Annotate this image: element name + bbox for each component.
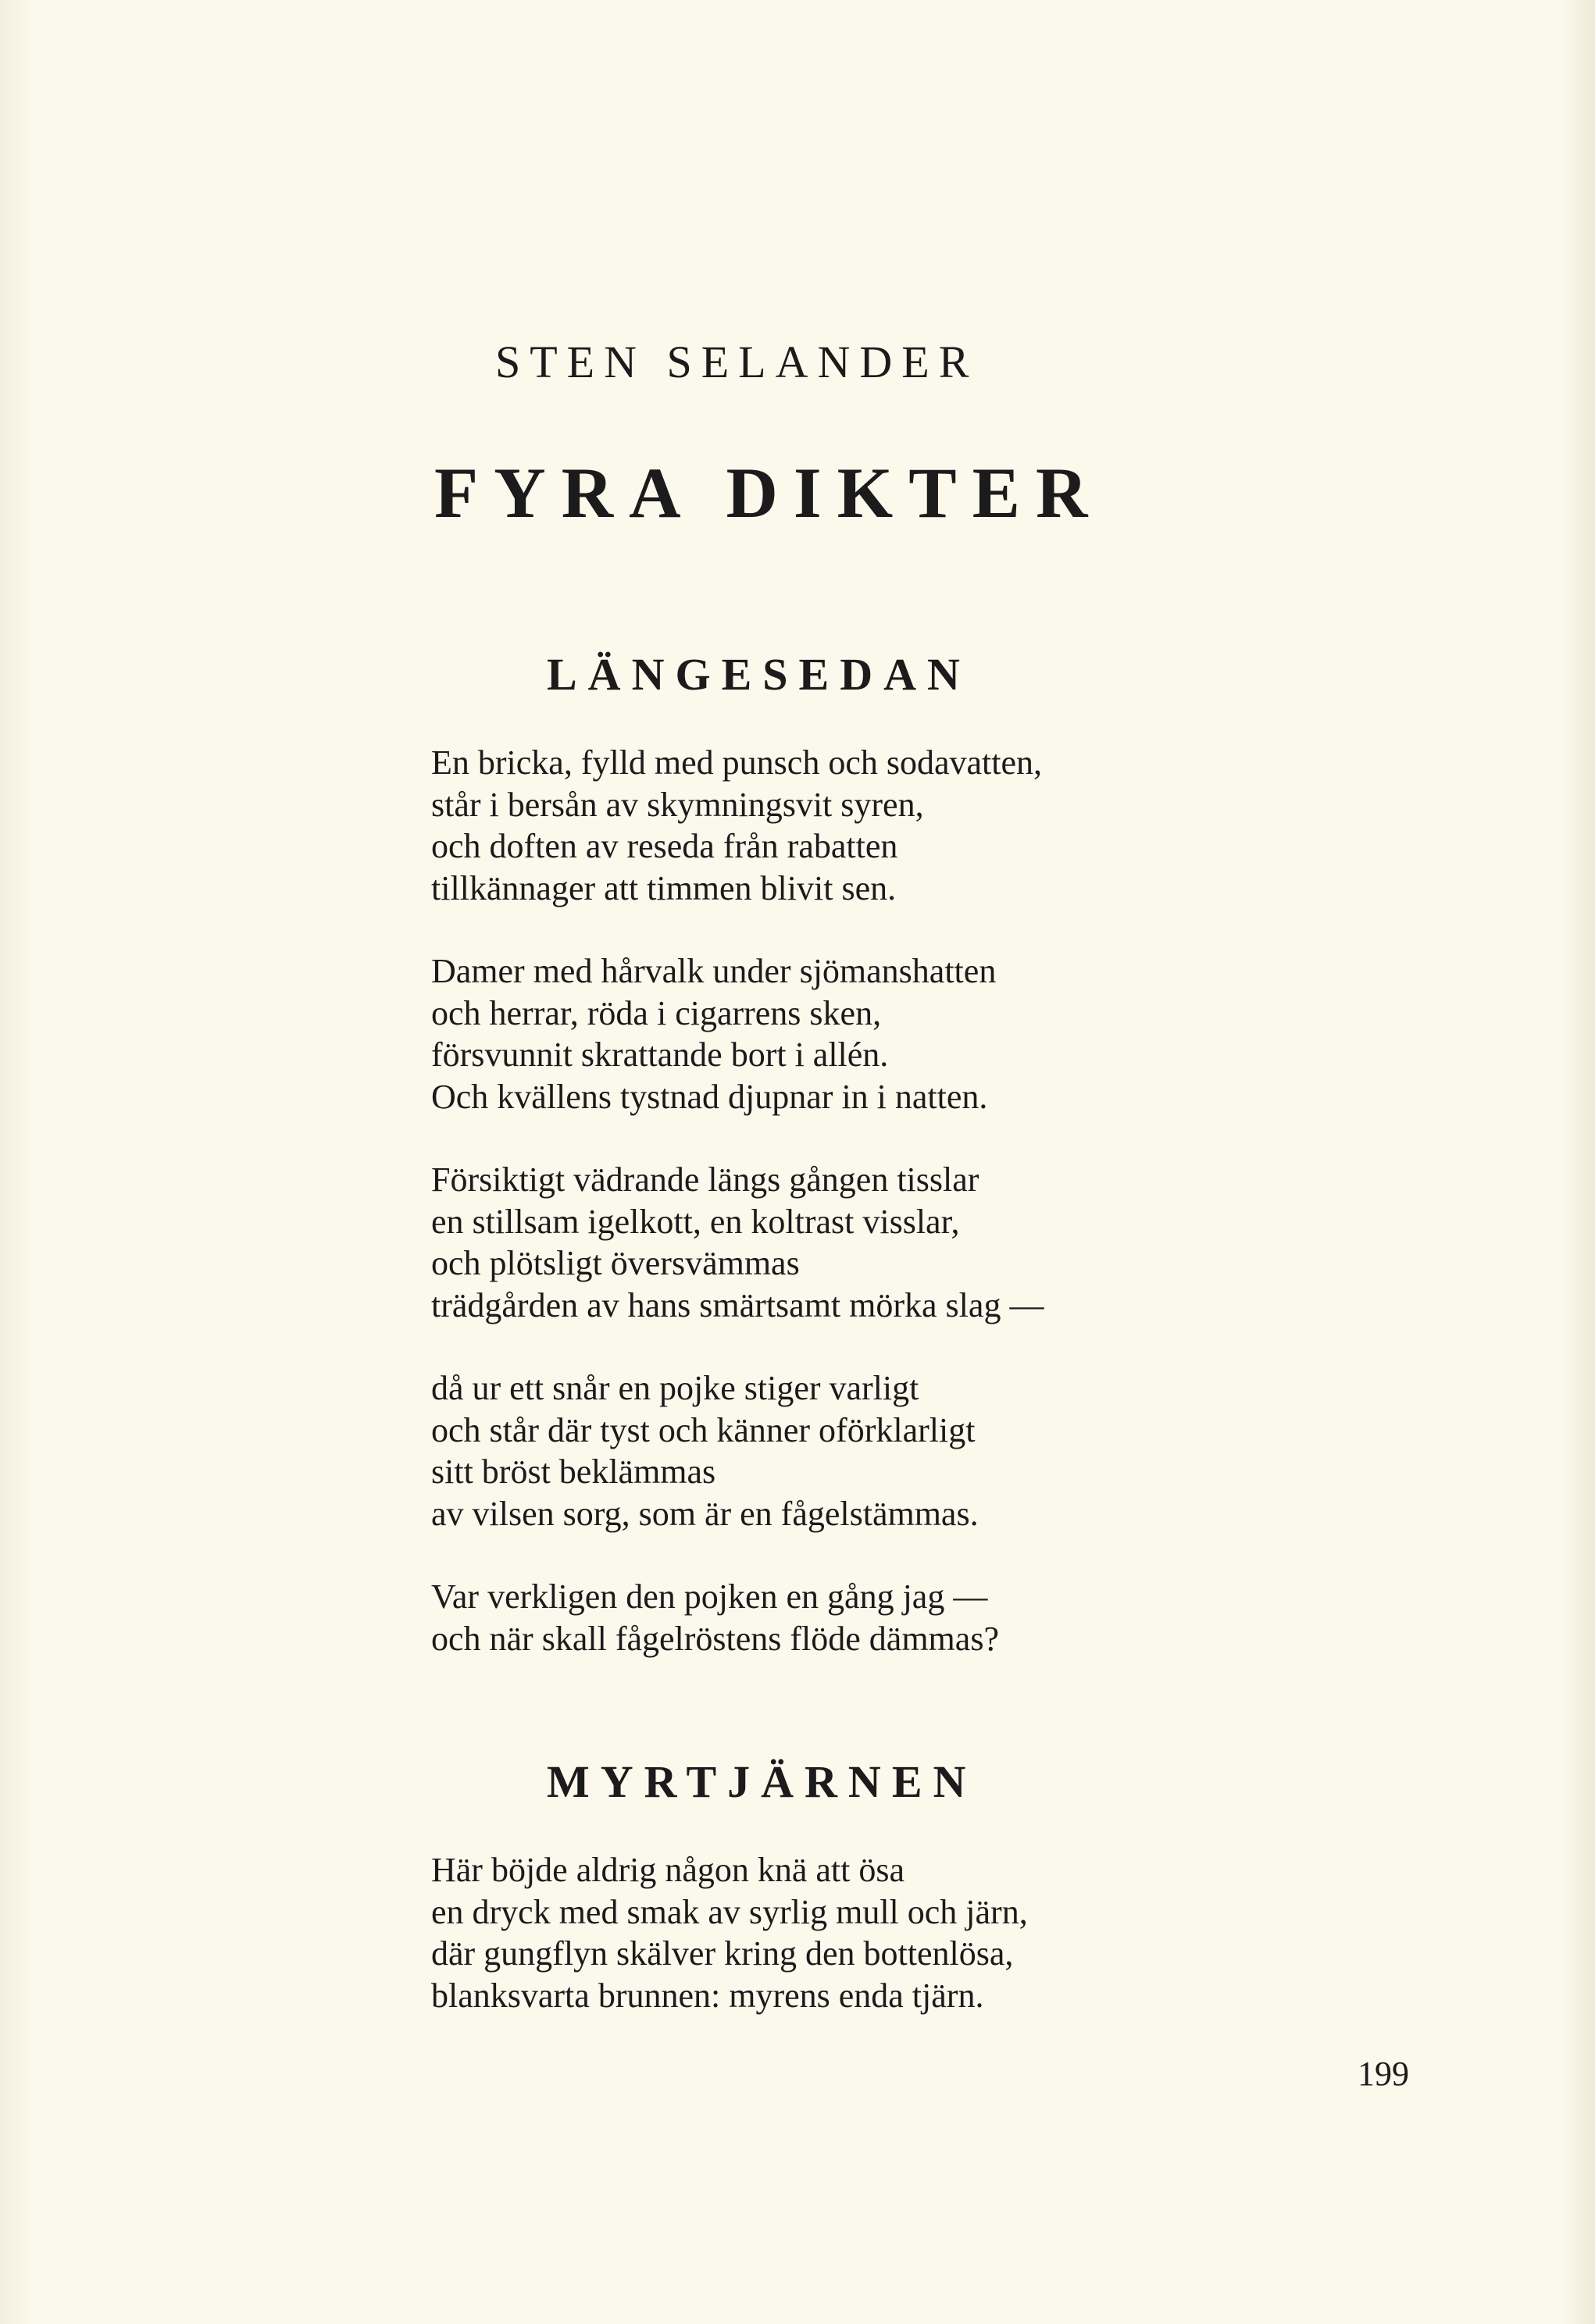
poem-line: och står där tyst och känner oförklarligt [431,1410,976,1449]
stanza [431,1159,1044,1326]
poem-line: och doften av reseda från rabatten [431,827,898,865]
poem-line: tillkännager att timmen blivit sen. [431,868,897,907]
poem-line: En bricka, fylld med punsch och sodavatten, [431,743,1043,782]
poem-body-myrtjarnen [431,1849,1028,2058]
poem-line: Var verkligen den pojken en gång jag — [431,1577,988,1616]
stanza [431,1367,1044,1534]
poem-line: Och kvällens tystnad djupnar in i natten. [431,1077,988,1116]
poem-line: Försiktigt vädrande längs gången tisslar [431,1160,979,1199]
poem-line: trädgården av hans smärtsamt mörka slag — [431,1285,1044,1324]
poem-line: och plötsligt översvämmas [431,1244,800,1282]
stanza [431,1576,1044,1659]
stanza [431,950,1044,1117]
poem-line: en stillsam igelkott, en koltrast visslar, [431,1202,960,1241]
poem-line: Här böjde aldrig någon knä att ösa [431,1851,905,1889]
collection-title: FYRA DIKTER [434,453,1104,533]
poem-title-langesedan: LÄNGESEDAN [547,649,971,700]
poem-line: Damer med hårvalk under sjömanshatten [431,952,997,990]
poem-line: sitt bröst beklämmas [431,1452,716,1491]
poem-body-langesedan [431,742,1044,1701]
poem-line: av vilsen sorg, som är en fågelstämmas. [431,1494,979,1533]
stanza [431,1849,1028,2016]
poem-line: försvunnit skrattande bort i allén. [431,1035,889,1074]
poem-line: då ur ett snår en pojke stiger varligt [431,1369,919,1407]
stanza [431,742,1044,909]
poem-line: står i bersån av skymningsvit syren, [431,785,924,824]
author-name: STEN SELANDER [495,337,979,387]
poem-line: en dryck med smak av syrlig mull och järn, [431,1892,1028,1931]
poem-line: och herrar, röda i cigarrens sken, [431,993,882,1032]
poem-line: blanksvarta brunnen: myrens enda tjärn. [431,1976,984,2015]
page-number: 199 [1358,2055,1409,2093]
poem-line: där gungflyn skälver kring den bottenlösa, [431,1934,1014,1973]
poem-title-myrtjarnen: MYRTJÄRNEN [547,1756,977,1807]
poem-line: och när skall fågelröstens flöde dämmas? [431,1619,999,1658]
